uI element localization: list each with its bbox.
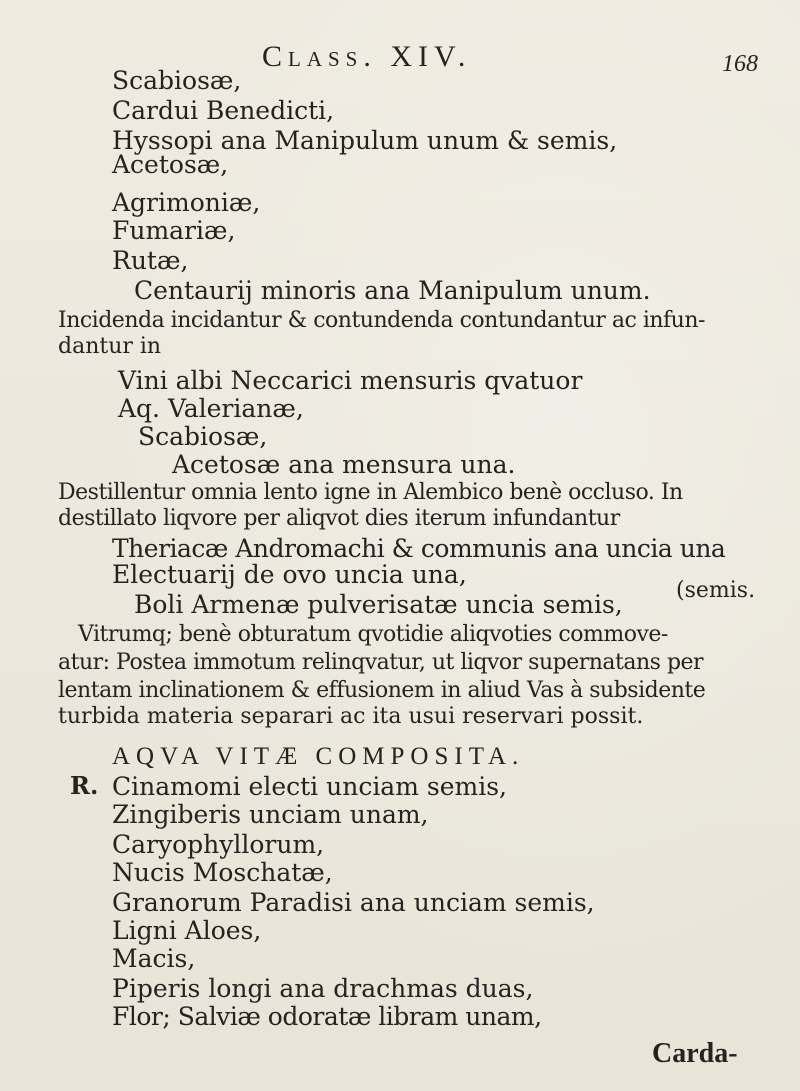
ingredient-line: Granorum Paradisi ana unciam semis, [112, 888, 595, 917]
ingredient-line: Aq. Valerianæ, [118, 394, 304, 423]
ingredient-line: Theriacæ Andromachi & communis ana uncia una [112, 534, 726, 563]
ingredient-line: Macis, [112, 944, 196, 973]
ingredient-line: Flor; Salviæ odoratæ libram unam, [112, 1002, 542, 1031]
ingredient-line: Agrimoniæ, [112, 188, 261, 217]
procedure-line: Incidenda incidantur & contundenda contundantur ac infun- [58, 308, 705, 333]
ingredient-line: Scabiosæ, [138, 422, 268, 451]
ingredient-line: Cardui Benedicti, [112, 96, 335, 125]
ingredient-line: Centaurij minoris ana Manipulum unum. [134, 276, 651, 305]
procedure-line: dantur in [58, 334, 162, 359]
bracket-note: (semis. [676, 578, 756, 603]
procedure-line: Destillentur omnia lento igne in Alembico benè occluso. In [58, 480, 683, 505]
catchword: Carda- [652, 1038, 738, 1069]
ingredient-line: Scabiosæ, [112, 66, 242, 95]
ingredient-line: Cinamomi electi unciam semis, [112, 772, 507, 801]
chapter-title: Class. XIV. [262, 40, 472, 73]
ingredient-line: Rutæ, [112, 246, 189, 275]
ingredient-line: Ligni Aloes, [112, 916, 262, 945]
ingredient-line: Electuarij de ovo uncia una, [112, 560, 467, 589]
section-title: AQVA VITÆ COMPOSITA. [112, 743, 525, 770]
procedure-line: destillato liqvore per aliqvot dies iterum infundantur [58, 506, 620, 531]
page-number: 168 [722, 51, 758, 77]
procedure-line: lentam inclinationem & effusionem in aliud Vas à subsidente [58, 678, 706, 703]
ingredient-line: Zingiberis unciam unam, [112, 800, 429, 829]
procedure-line: turbida materia separari ac ita usui reservari possit. [58, 704, 644, 729]
ingredient-line: Fumariæ, [112, 216, 236, 245]
ingredient-line: Piperis longi ana drachmas duas, [112, 974, 534, 1003]
ingredient-line: Acetosæ ana mensura una. [172, 450, 516, 479]
recipe-mark: R. [70, 771, 99, 800]
ingredient-line: Acetosæ, [112, 150, 229, 179]
procedure-line: Vitrumq; benè obturatum qvotidie aliqvoties commove- [78, 622, 668, 647]
ingredient-line: Caryophyllorum, [112, 830, 325, 859]
procedure-line: atur: Postea immotum relinqvatur, ut liqvor supernatans per [58, 650, 704, 675]
ingredient-line: Hyssopi ana Manipulum unum & semis, [112, 126, 618, 155]
ingredient-line: Vini albi Neccarici mensuris qvatuor [118, 366, 583, 395]
ingredient-line: Boli Armenæ pulverisatæ uncia semis, [134, 590, 623, 619]
ingredient-line: Nucis Moschatæ, [112, 858, 333, 887]
